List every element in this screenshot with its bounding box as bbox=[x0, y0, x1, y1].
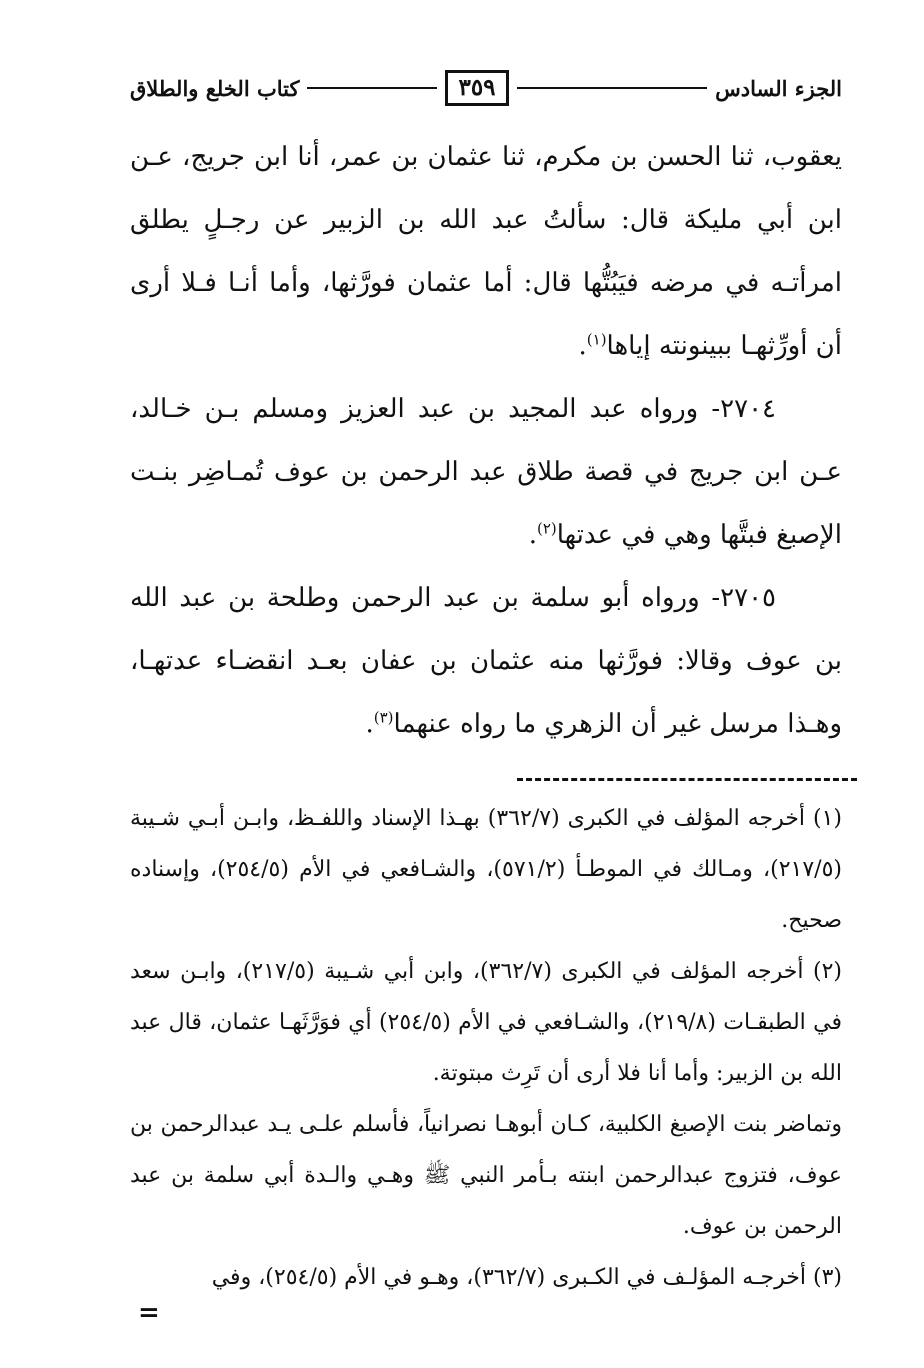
running-header-volume: الجزء السادس bbox=[715, 75, 842, 101]
paragraph-end: . bbox=[528, 520, 537, 550]
paragraph-hadith-2704 bbox=[130, 378, 842, 567]
running-header-chapter: كتاب الخلع والطلاق bbox=[130, 75, 300, 101]
paragraph-text: يعقوب، ثنا الحسن بن مكرم، ثنا عثمان بن عمر، أنا ابن جريج، عـن ابن أبي مليكة قال: سألتُ عبد الله بن الزبير عن رجـلٍ يطلق امرأتـه في مرضه فيَبُتُّها قال: أما عثمان فورَّثها، وأما أنـا فـلا أرى أن أورِّثهـا ببينونته إياها bbox=[130, 142, 842, 361]
header-rule-right bbox=[517, 87, 708, 89]
page-number: ٣٥٩ bbox=[445, 70, 508, 105]
main-text bbox=[130, 126, 842, 756]
footnote-2: (٢) أخرجه المؤلف في الكبرى (٣٦٢/٧)، وابن أبي شـيبة (٢١٧/٥)، وابـن سعد في الطبقـات (٢١٩/٨)، والشـافعي في الأم (٢٥٤/٥) أي فوَرَّثَهـا عثمان، قال عبد الله بن الزبير: وأما أنا فلا أرى أن تَرِث مبتوتة. bbox=[130, 959, 842, 1086]
footnote-ref: (١) bbox=[586, 330, 607, 349]
footnote-ref: (٣) bbox=[373, 708, 394, 727]
footnote-ref: (٢) bbox=[536, 519, 557, 538]
footnotes bbox=[130, 793, 843, 1328]
paragraph-text: ٢٧٠٤- ورواه عبد المجيد بن عبد العزيز ومسلم بـن خـالد، عـن ابن جريج في قصة طلاق عبد الرحمن بن عوف تُمـاضِر بنـت الإصبغ فبتَّها وهي في عدتها bbox=[130, 394, 842, 550]
paragraph-end: . bbox=[365, 709, 374, 739]
footnote-divider bbox=[517, 778, 857, 781]
page-header bbox=[130, 60, 842, 116]
document-page bbox=[130, 60, 843, 1328]
paragraph-hadith-2705 bbox=[130, 567, 842, 756]
paragraph bbox=[130, 126, 842, 378]
header-rule-left bbox=[307, 87, 437, 89]
footnote-3: (٣) أخرجـه المؤلـف في الكـبرى (٣٦٢/٧)، وهـو في الأم (٢٥٤/٥)، وفي bbox=[211, 1265, 842, 1290]
footnote-2-continuation: وتماضر بنت الإصبغ الكلبية، كـان أبوهـا نصرانياً، فأسلم علـى يـد عبدالرحمن بن عوف، فتزوج عبدالرحمن ابنته بـأمر النبي ﷺ وهـي والـدة أبي سلمة بن عبد الرحمن بن عوف. bbox=[130, 1112, 842, 1239]
paragraph-end: . bbox=[578, 331, 587, 361]
paragraph-text: ٢٧٠٥- ورواه أبو سلمة بن عبد الرحمن وطلحة بن عبد الله بن عوف وقالا: فورَّثها منه عثمان بن عفان بعـد انقضـاء عدتهـا، وهـذا مرسل غير أن الزهري ما رواه عنهما bbox=[130, 583, 842, 739]
footnote-1: (١) أخرجه المؤلف في الكبرى (٣٦٢/٧) بهـذا الإسناد واللفـظ، وابـن أبـي شـيبة (٢١٧/٥)، ومـالك في الموطـأ (٥٧١/٢)، والشـافعي في الأم (٢٥٤/٥)، وإسناده صحيح. bbox=[130, 806, 843, 933]
continuation-mark: = bbox=[138, 1298, 160, 1328]
